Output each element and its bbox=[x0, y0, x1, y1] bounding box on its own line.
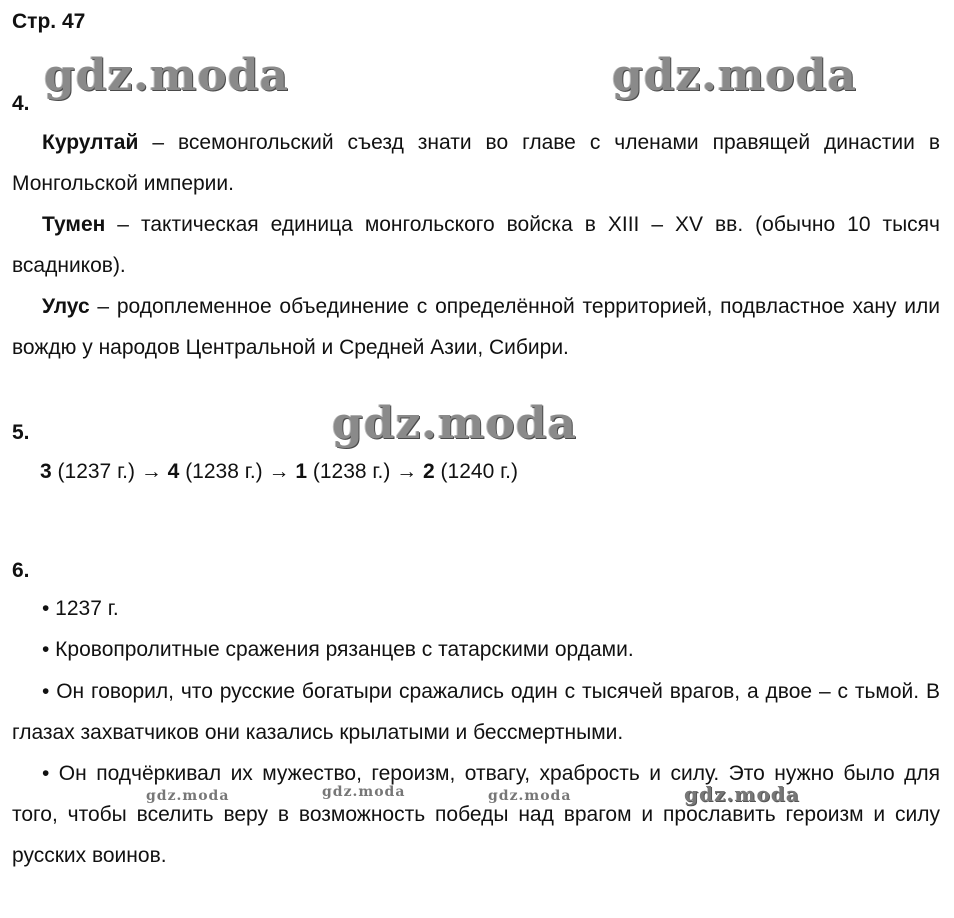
term: Курултай bbox=[42, 131, 139, 154]
answer-item: • Кровопролитные сражения рязанцев с татарскими ордами. bbox=[42, 638, 634, 661]
answer-item: • Он говорил, что русские богатыри сражались один с тысячей врагов, а двое – с тьмой. В глазах захватчиков они казались крылатыми и бессмертными. bbox=[12, 680, 940, 744]
sequence-answer bbox=[40, 451, 518, 492]
page-number: Стр. 47 bbox=[12, 10, 86, 33]
term-definition bbox=[12, 204, 940, 286]
sequence-item-date: (1238 г.) → bbox=[179, 460, 296, 483]
term: Тумен bbox=[42, 213, 106, 236]
term-definition bbox=[12, 286, 940, 368]
sequence-item-date: (1238 г.) → bbox=[307, 460, 424, 483]
definition: – родоплеменное объединение с определённой территорией, подвластное хану или вождю у народов Центральной и Средней Азии, Сибири. bbox=[12, 295, 940, 359]
answer-item: • Он подчёркивал их мужество, героизм, отвагу, храбрость и силу. Это нужно было для того, чтобы вселить веру в возможность победы над врагом и прославить героизм и силу русских воинов. bbox=[12, 762, 940, 867]
watermark-logo: gdz.moda bbox=[488, 788, 572, 804]
sequence-item-date: (1240 г.) bbox=[434, 460, 519, 483]
task-number-6: 6. bbox=[12, 559, 30, 582]
task-number-4: 4. bbox=[12, 92, 30, 115]
watermark-logo: gdz.moda bbox=[612, 50, 858, 101]
term: Улус bbox=[42, 295, 90, 318]
watermark-logo: gdz.moda bbox=[332, 398, 578, 449]
sequence-item-number: 4 bbox=[167, 460, 180, 483]
watermark-logo: gdz.moda bbox=[322, 784, 406, 800]
definition: – всемонгольский съезд знати во главе с членами правящей династии в Монгольской империи. bbox=[12, 131, 940, 195]
task-number-5: 5. bbox=[12, 421, 30, 444]
watermark-logo: gdz.moda bbox=[684, 782, 800, 806]
term-definition bbox=[12, 122, 940, 204]
sequence-item-date: (1237 г.) → bbox=[51, 460, 168, 483]
answer-item: • 1237 г. bbox=[42, 597, 119, 620]
watermark-logo: gdz.moda bbox=[44, 50, 290, 101]
watermark-logo: gdz.moda bbox=[146, 788, 230, 804]
sequence-item-number: 1 bbox=[295, 460, 308, 483]
definition: – тактическая единица монгольского войска в XIII – XV вв. (обычно 10 тысяч всадников). bbox=[12, 213, 940, 277]
sequence-item-number: 3 bbox=[40, 460, 52, 483]
sequence-item-number: 2 bbox=[423, 460, 435, 483]
